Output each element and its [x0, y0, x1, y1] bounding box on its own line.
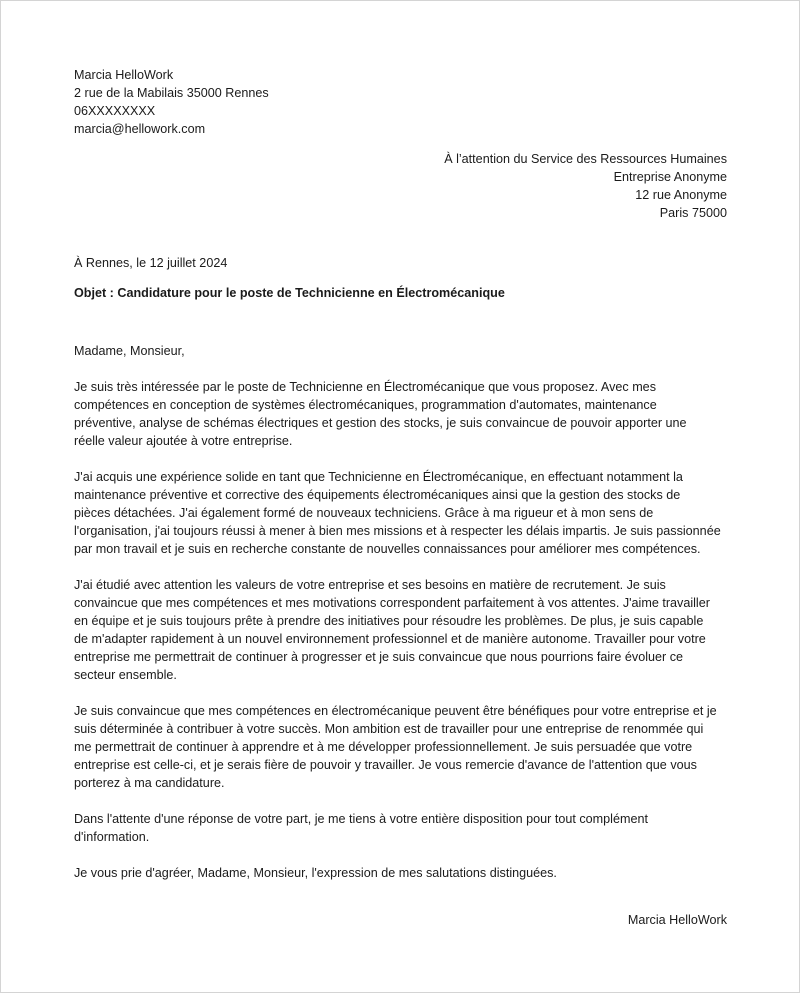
paragraph-line: J'ai étudié avec attention les valeurs de votre entreprise et ses besoins en matière de recrutement. Je suis	[74, 578, 666, 592]
paragraph-line: préventive, analyse de schémas électriques et gestion des stocks, je suis convaincue de pouvoir apporter une	[74, 416, 687, 430]
paragraph-line: J'ai acquis une expérience solide en tant que Technicienne en Électromécanique, en effectuant notamment la	[74, 470, 683, 484]
paragraph-line: porterez à ma candidature.	[74, 776, 225, 790]
paragraph-line: de m'adapter rapidement à un nouvel environnement professionnel et de manière autonome. Travailler pour votre	[74, 632, 706, 646]
paragraph-line: Je suis convaincue que mes compétences en électromécanique peuvent être bénéfiques pour votre entreprise et je	[74, 704, 717, 718]
paragraph-line: Je suis très intéressée par le poste de Technicienne en Électromécanique que vous proposez. Avec mes	[74, 380, 656, 394]
salutation: Madame, Monsieur,	[74, 344, 185, 358]
paragraph-line: pièces détachées. J'ai également formé de nouveaux techniciens. Grâce à ma rigueur et à mon sens de	[74, 506, 654, 520]
recipient-attention: À l’attention du Service des Ressources Humaines	[444, 152, 727, 166]
recipient-street: 12 rue Anonyme	[635, 188, 727, 202]
letter-subject: Objet : Candidature pour le poste de Technicienne en Électromécanique	[74, 286, 505, 300]
paragraph-line: suis déterminée à contribuer à votre succès. Mon ambition est de travailler pour une entreprise de renommée qui	[74, 722, 704, 736]
recipient-company: Entreprise Anonyme	[613, 170, 727, 184]
letter-body	[74, 342, 739, 900]
recipient-city: Paris 75000	[659, 206, 727, 220]
paragraph-line: entreprise me permettrait de continuer à progresser et je suis convaincue que nous pourrions faire évoluer ce	[74, 650, 684, 664]
paragraph-line: secteur ensemble.	[74, 668, 177, 682]
body-paragraph	[74, 378, 739, 450]
sender-name: Marcia HelloWork	[74, 68, 174, 82]
body-paragraph	[74, 576, 739, 684]
paragraph-line: Dans l'attente d'une réponse de votre part, je me tiens à votre entière disposition pour tout complément	[74, 812, 648, 826]
paragraph-line: maintenance préventive et corrective des équipements électromécaniques ainsi que la gestion des stocks de	[74, 488, 681, 502]
paragraph-line: me permettrait de continuer à apprendre et à me développer professionnellement. Je suis persuadée que votre	[74, 740, 693, 754]
paragraph-line: Je vous prie d'agréer, Madame, Monsieur, l'expression de mes salutations distinguées.	[74, 866, 557, 880]
paragraph-line: convaincue que mes compétences et mes motivations correspondent parfaitement à vos attentes. J'aime travailler	[74, 596, 710, 610]
body-paragraph	[74, 810, 739, 846]
paragraph-line: compétences en conception de systèmes électromécaniques, programmation d'automates, maintenance	[74, 398, 657, 412]
paragraph-line: par mon travail et je suis en recherche constante de nouvelles connaissances pour améliorer mes compétences.	[74, 542, 701, 556]
paragraph-line: en équipe et je suis toujours prête à prendre des initiatives pour résoudre les problèmes. De plus, je suis capable	[74, 614, 704, 628]
paragraph-line: réelle valeur ajoutée à votre entreprise.	[74, 434, 293, 448]
paragraph-line: l'organisation, j'ai toujours réussi à mener à bien mes missions et à respecter les délais impartis. Je suis passionnée	[74, 524, 721, 538]
recipient-block	[444, 150, 727, 222]
sender-address: 2 rue de la Mabilais 35000 Rennes	[74, 86, 269, 100]
body-paragraph	[74, 702, 739, 792]
paragraph-line: entreprise est celle-ci, et je serais fière de pouvoir y travailler. Je vous remercie d'avance de l'attention que vous	[74, 758, 697, 772]
signature: Marcia HelloWork	[627, 913, 727, 927]
sender-phone: 06XXXXXXXX	[74, 104, 156, 118]
paragraph-line: d'information.	[74, 830, 150, 844]
closing-paragraph	[74, 864, 739, 882]
letter-date: À Rennes, le 12 juillet 2024	[74, 256, 228, 270]
sender-email: marcia@hellowork.com	[74, 122, 206, 136]
sender-block	[74, 66, 269, 138]
body-paragraph	[74, 468, 739, 558]
